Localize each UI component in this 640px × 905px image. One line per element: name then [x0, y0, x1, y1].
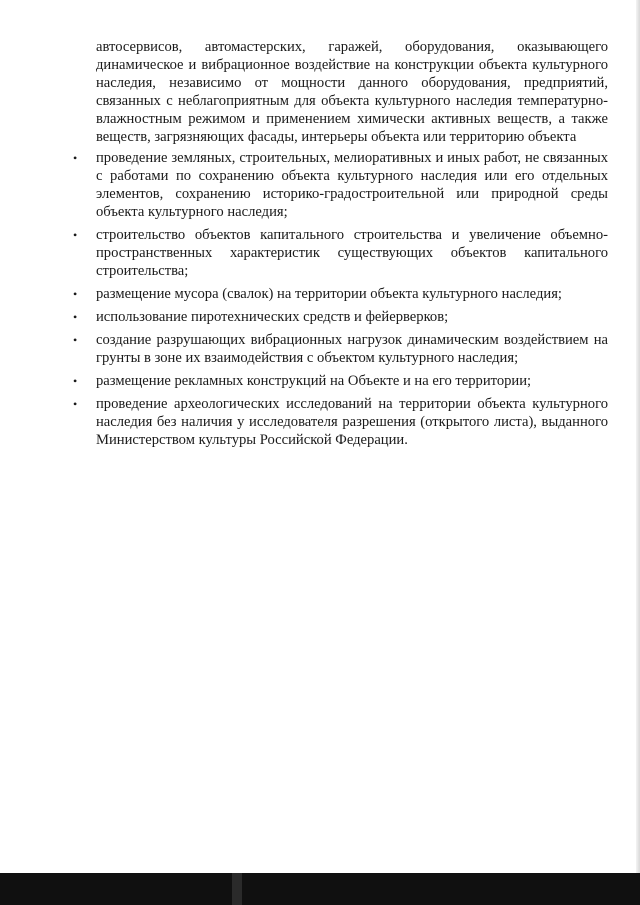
prohibitions-list	[73, 149, 608, 449]
scan-edge-bottom	[0, 873, 640, 905]
list-item-text: использование пиротехнических средств и фейерверков;	[96, 309, 449, 325]
scan-edge-right	[636, 0, 640, 905]
list-item-text: размещение рекламных конструкций на Объекте и на его территории;	[96, 373, 532, 389]
intro-paragraph: автосервисов, автомастерских, гаражей, оборудования, оказывающего динамическое и вибрационное воздействие на конструкции объекта культурного наследия, независимо от мощности данного оборудования, предприятий, связанных с неблагоприятным для объекта культурного наследия температурно-влажностным режимом и применением химически активных веществ, а также веществ, загрязняющих фасады, интерьеры объекта или территорию объекта	[96, 39, 608, 145]
bullet-icon: •	[73, 287, 78, 301]
list-item	[73, 285, 608, 303]
bullet-icon: •	[73, 310, 78, 324]
bullet-icon: •	[73, 333, 78, 347]
list-item	[73, 149, 608, 221]
list-item-text: строительство объектов капитального строительства и увеличение объемно-пространственных характеристик существующих объектов капитального строительства;	[96, 227, 608, 279]
list-item	[73, 308, 608, 326]
list-item-text: проведение земляных, строительных, мелиоративных и иных работ, не связанных с работами по сохранению объекта культурного наследия или его отдельных элементов, сохранению историко-градостроительной или природной среды объекта культурного наследия;	[96, 150, 608, 220]
bullet-icon: •	[73, 374, 78, 388]
list-item	[73, 226, 608, 280]
list-item	[73, 372, 608, 390]
list-item-text: проведение археологических исследований на территории объекта культурного наследия без наличия у исследователя разрешения (открытого листа), выданного Министерством культуры Российской Федерации.	[96, 396, 608, 448]
document-body	[73, 38, 608, 454]
list-item-text: создание разрушающих вибрационных нагрузок динамическим воздействием на грунты в зоне их взаимодействия с объектом культурного наследия;	[96, 332, 608, 366]
bullet-icon: •	[73, 228, 78, 242]
bullet-icon: •	[73, 397, 78, 411]
list-item	[73, 331, 608, 367]
bullet-icon: •	[73, 151, 78, 165]
list-item	[73, 395, 608, 449]
scan-edge-notch	[232, 873, 242, 905]
list-item-text: размещение мусора (свалок) на территории объекта культурного наследия;	[96, 286, 562, 302]
